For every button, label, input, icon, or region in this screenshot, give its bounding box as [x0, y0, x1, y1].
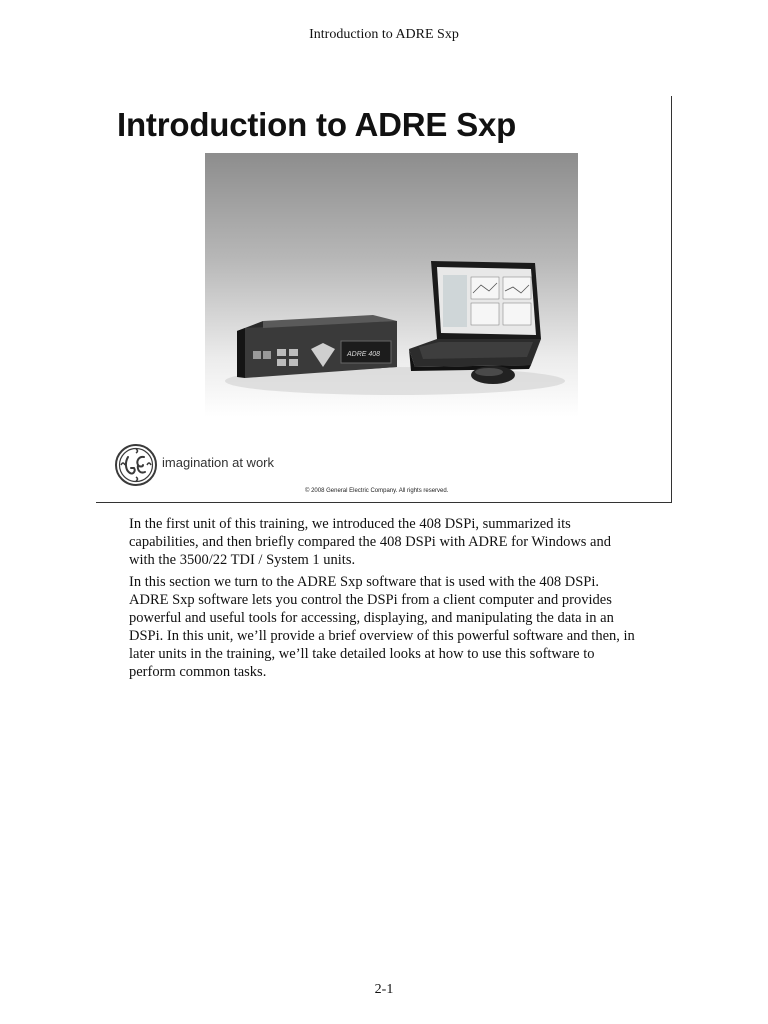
- product-photo: [205, 153, 578, 417]
- mouse-image: [471, 366, 515, 384]
- running-header: Introduction to ADRE Sxp: [309, 27, 459, 42]
- laptop-image: [409, 261, 541, 371]
- body-text: [129, 515, 639, 685]
- body-paragraph: In this section we turn to the ADRE Sxp software that is used with the 408 DSPi. ADRE Sxp software lets you control the DSPi from a client computer and provides powerful and useful tools for accessing, displaying, and manipulating the data in an DSPi. In this unit, we’ll provide a brief overview of this powerful software and then, in later units in the training, we’ll take detailed looks at how to use this software to perform common tasks.: [129, 574, 635, 680]
- tagline: imagination at work: [162, 455, 274, 470]
- copyright-notice: © 2008 General Electric Company. All rights reserved.: [305, 488, 449, 494]
- dspi-unit-image: [237, 315, 397, 378]
- page-number: 2-1: [374, 982, 394, 997]
- body-paragraph: In the first unit of this training, we introduced the 408 DSPi, summarized its capabilities, and then briefly compared the 408 DSPi with ADRE for Windows and with the 3500/22 TDI / System 1 units.: [129, 516, 611, 568]
- ge-logo: [115, 444, 157, 486]
- device-label: ADRE 408: [347, 351, 381, 358]
- slide-title: Introduction to ADRE Sxp: [117, 106, 517, 143]
